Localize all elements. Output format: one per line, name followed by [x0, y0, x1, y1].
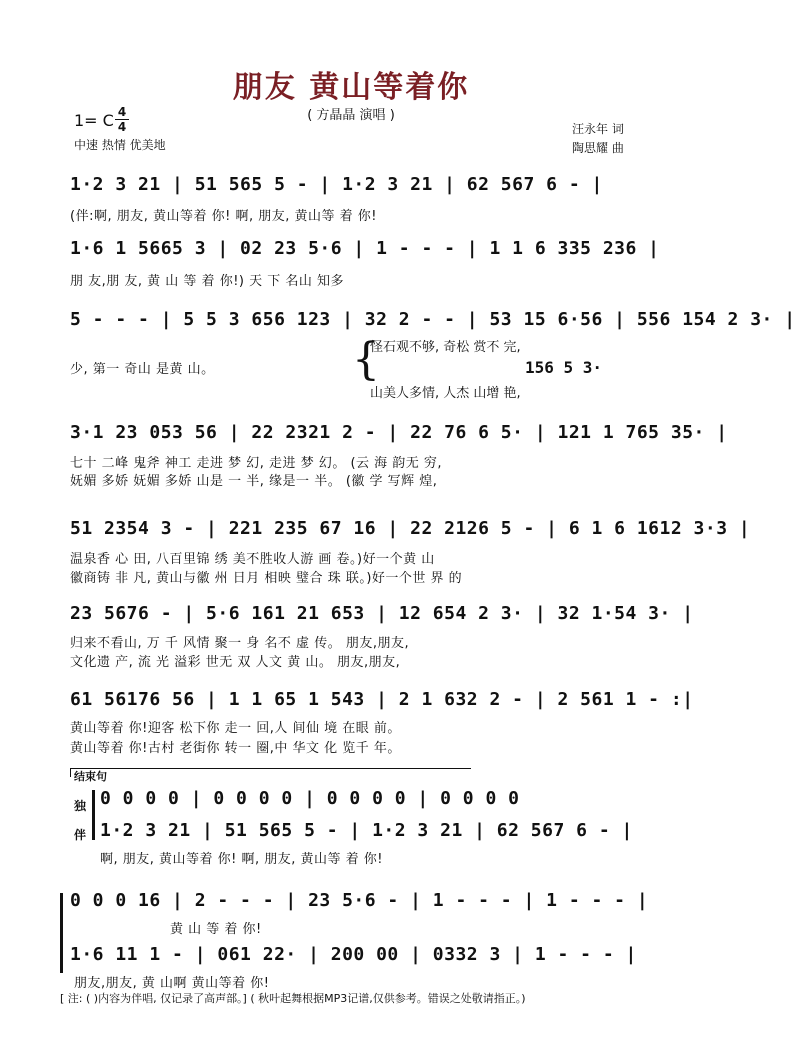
- notation-row: 23 5676 - | 5·6 161 21 653 | 12 654 2 3· | 32 1·54 3· |: [70, 603, 694, 624]
- lyric-line: (伴:啊, 朋友, 黄山等着 你! 啊, 朋友, 黄山等 着 你!: [70, 209, 377, 224]
- notation-row: 1·2 3 21 | 51 565 5 - | 1·2 3 21 | 62 567 6 - |: [70, 174, 603, 195]
- lyric-line: 七十 二峰 鬼斧 神工 走进 梦 幻, 走进 梦 幻。 (云 海 韵无 穷,: [70, 456, 443, 471]
- solo-notation-row: 0 0 0 16 | 2 - - - | 23 5·6 - | 1 - - - | 1 - - - |: [70, 890, 649, 911]
- footnote: [ 注: ( )内容为伴唱, 仅记录了高声部。] ( 秋叶起舞根据MP3记谱,仅供参考。错误之处敬请指正。): [60, 992, 526, 1005]
- lyric-line: 啊, 朋友, 黄山等着 你! 啊, 朋友, 黄山等 着 你!: [100, 852, 384, 867]
- lyric-line: 朋友,朋友, 黄 山啊 黄山等着 你!: [74, 976, 270, 991]
- accomp-notation-row: 1·2 3 21 | 51 565 5 - | 1·2 3 21 | 62 567 6 - |: [100, 820, 633, 841]
- staff-bracket: [60, 893, 63, 973]
- time-signature-top: 4: [117, 105, 127, 119]
- staff-bracket: [92, 790, 95, 840]
- solo-notation-row: 0 0 0 0 | 0 0 0 0 | 0 0 0 0 | 0 0 0 0: [100, 788, 520, 809]
- time-signature-bottom: 4: [117, 120, 127, 134]
- time-signature: [115, 106, 129, 133]
- notation-row: 61 56176 56 | 1 1 65 1 543 | 2 1 632 2 - | 2 561 1 - :|: [70, 689, 694, 710]
- lyric-line: 妩媚 多娇 妩媚 多娇 山是 一 半, 缘是一 半。 (徽 学 写辉 煌,: [70, 474, 438, 489]
- key-signature: 1= C: [74, 111, 114, 130]
- notation-row: 3·1 23 053 56 | 22 2321 2 - | 22 76 6 5· | 121 1 765 35· |: [70, 422, 728, 443]
- notation-row: 156 5 3·: [525, 358, 603, 377]
- song-title: 朋友 黄山等着你: [232, 70, 470, 105]
- lyric-line: 黄山等着 你!迎客 松下你 走一 回,人 间仙 境 在眼 前。: [70, 721, 401, 736]
- ending-bracket: [70, 768, 471, 777]
- verse-brace: {: [352, 334, 380, 385]
- lyric-line: 朋 友,朋 友, 黄 山 等 着 你!) 天 下 名山 知多: [70, 274, 345, 289]
- lyric-line: 怪石观不够, 奇松 赏不 完,: [370, 340, 521, 355]
- lyric-line: 黄山等着 你!古村 老街你 转一 圈,中 华文 化 览千 年。: [70, 741, 401, 756]
- notation-row: 5 - - - | 5 5 3 656 123 | 32 2 - - | 53 15 6·56 | 556 154 2 3· |: [70, 309, 796, 330]
- notation-row: 51 2354 3 - | 221 235 67 16 | 22 2126 5 - | 6 1 6 1612 3·3 |: [70, 518, 751, 539]
- lyricist-credit: 汪永年 词: [572, 122, 624, 136]
- solo-label: 独: [74, 799, 87, 813]
- lyric-line: 温泉香 心 田, 八百里锦 绣 美不胜收人游 画 卷。)好一个黄 山: [70, 552, 435, 567]
- singer-credit: ( 方晶晶 演唱 ): [307, 108, 395, 123]
- notation-row: 1·6 1 5665 3 | 02 23 5·6 | 1 - - - | 1 1 6 335 236 |: [70, 238, 660, 259]
- lyric-line: 黄 山 等 着 你!: [170, 922, 262, 937]
- tempo-marking: 中速 热情 优美地: [74, 138, 166, 152]
- lyric-line: 山美人多情, 人杰 山增 艳,: [370, 386, 521, 401]
- lyric-line: 文化遗 产, 流 光 溢彩 世无 双 人文 黄 山。 朋友,朋友,: [70, 655, 401, 670]
- lyric-line: 归来不看山, 万 千 风情 聚一 身 名不 虚 传。 朋友,朋友,: [70, 636, 410, 651]
- composer-credit: 陶思耀 曲: [572, 141, 624, 155]
- lyric-line: 徽商铸 非 凡, 黄山与徽 州 日月 相映 璧合 珠 联。)好一个世 界 的: [70, 571, 463, 586]
- lyric-line: 少, 第一 奇山 是黄 山。: [70, 362, 215, 377]
- accomp-notation-row: 1·6 11 1 - | 061 22· | 200 00 | 0332 3 | 1 - - - |: [70, 944, 637, 965]
- ending-label: 结束句: [74, 770, 107, 783]
- accompaniment-label: 伴: [74, 828, 87, 842]
